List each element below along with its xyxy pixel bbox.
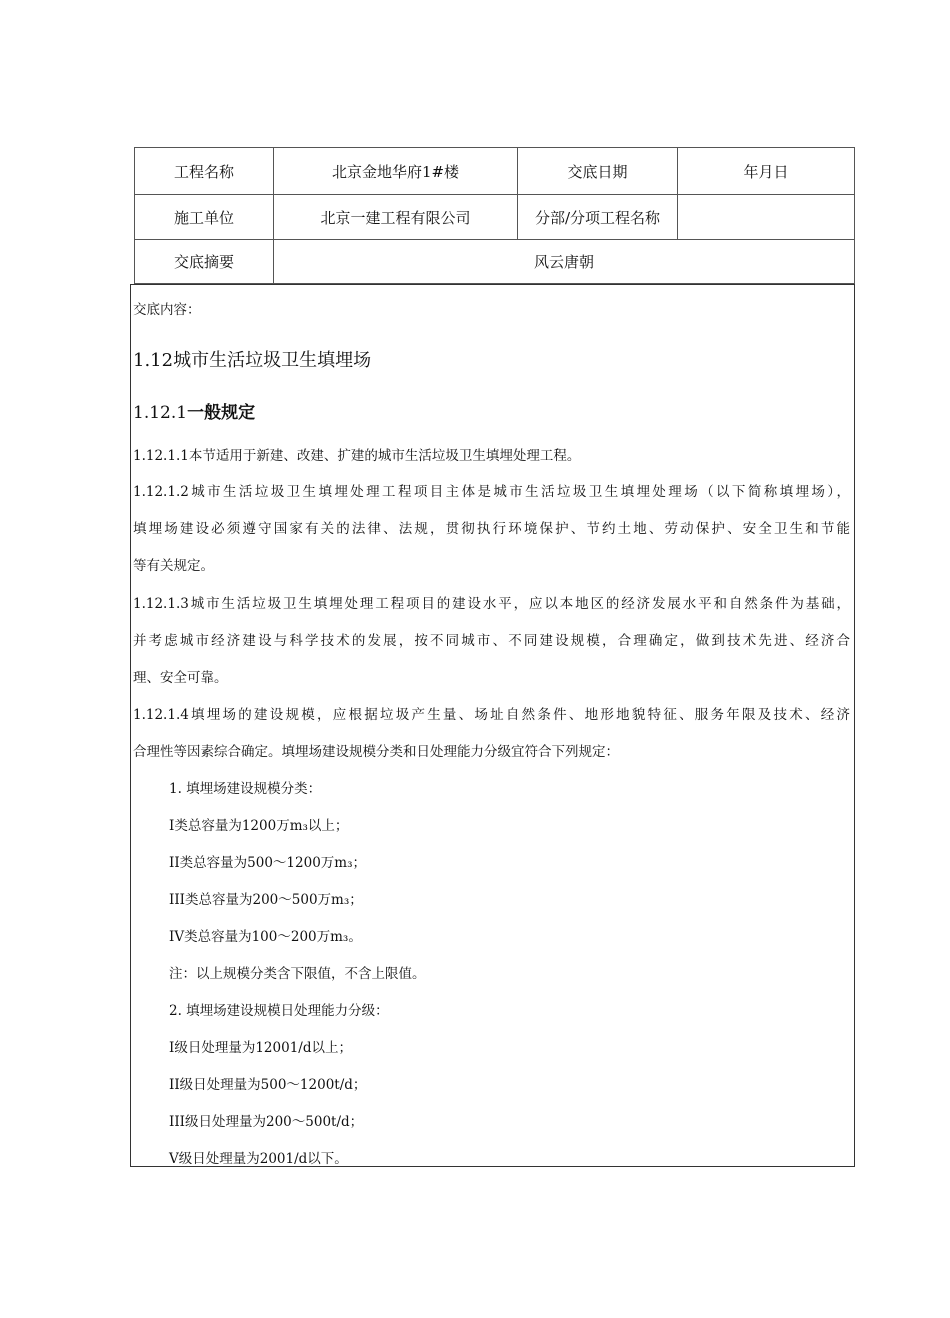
list-2-item: I级日处理量为12001/d以上； — [169, 1040, 352, 1056]
list-2-item: V级日处理量为2001/d以下。 — [169, 1151, 348, 1167]
summary-value: 风云唐朝 — [274, 240, 855, 284]
date-value: 年月日 — [678, 148, 855, 195]
section-title: 1.12城市生活垃圾卫生填埋场 — [133, 350, 372, 371]
paragraph-4-line-1: 1.12.1.4填埋场的建设规模，应根据垃圾产生量、场址自然条件、地形地貌特征、服务年限及技术、经济 — [133, 707, 850, 723]
intro-label: 交底内容： — [133, 302, 201, 318]
project-name-value: 北京金地华府1#楼 — [274, 148, 518, 195]
list-1-item: III类总容量为200～500万m₃； — [169, 892, 363, 908]
subproject-label: 分部/分项工程名称 — [518, 195, 678, 240]
list-2-item: II级日处理量为500～1200t/d； — [169, 1077, 367, 1093]
list-2-title: 2. 填埋场建设规模日处理能力分级： — [169, 1003, 389, 1019]
paragraph-3-line-2: 并考虑城市经济建设与科学技术的发展，按不同城市、不同建设规模，合理确定，做到技术先进、经济合 — [133, 633, 850, 649]
subproject-value — [678, 195, 855, 240]
list-1-title: 1. 填埋场建设规模分类： — [169, 781, 322, 797]
list-1-item: IV类总容量为100～200万m₃。 — [169, 929, 362, 945]
paragraph-4-line-2: 合理性等因素综合确定。填埋场建设规模分类和日处理能力分级宜符合下列规定： — [133, 744, 619, 760]
header-row-1 — [135, 148, 855, 195]
content-box — [130, 284, 855, 1167]
list-2-item: III级日处理量为200～500t/d； — [169, 1114, 364, 1130]
date-label: 交底日期 — [518, 148, 678, 195]
paragraph-1: 1.12.1.1本节适用于新建、改建、扩建的城市生活垃圾卫生填埋处理工程。 — [133, 448, 581, 464]
summary-label: 交底摘要 — [135, 240, 274, 284]
header-row-2 — [135, 195, 855, 240]
list-1-item: I类总容量为1200万m₃以上； — [169, 818, 349, 834]
paragraph-2-line-2: 填埋场建设必须遵守国家有关的法律、法规，贯彻执行环境保护、节约土地、劳动保护、安全卫生和节能 — [133, 521, 850, 537]
subsection-number: 1.12.1 — [133, 403, 188, 423]
subsection-heading — [133, 401, 854, 425]
paragraph-2-line-1: 1.12.1.2城市生活垃圾卫生填埋处理工程项目主体是城市生活垃圾卫生填埋处理场（以下简称填埋场）， — [133, 484, 850, 500]
list-1-item: II类总容量为500～1200万m₃； — [169, 855, 367, 871]
construction-unit-label: 施工单位 — [135, 195, 274, 240]
project-name-label: 工程名称 — [135, 148, 274, 195]
header-row-3 — [135, 240, 855, 284]
paragraph-3-line-1: 1.12.1.3城市生活垃圾卫生填埋处理工程项目的建设水平，应以本地区的经济发展水平和自然条件为基础， — [133, 596, 850, 612]
list-1-note: 注：以上规模分类含下限值，不含上限值。 — [169, 966, 426, 982]
paragraph-2-line-3: 等有关规定。 — [133, 558, 214, 574]
subsection-title: 一般规定 — [187, 403, 256, 423]
header-table — [134, 147, 855, 284]
paragraph-3-line-3: 理、安全可靠。 — [133, 670, 228, 686]
construction-unit-value: 北京一建工程有限公司 — [274, 195, 518, 240]
